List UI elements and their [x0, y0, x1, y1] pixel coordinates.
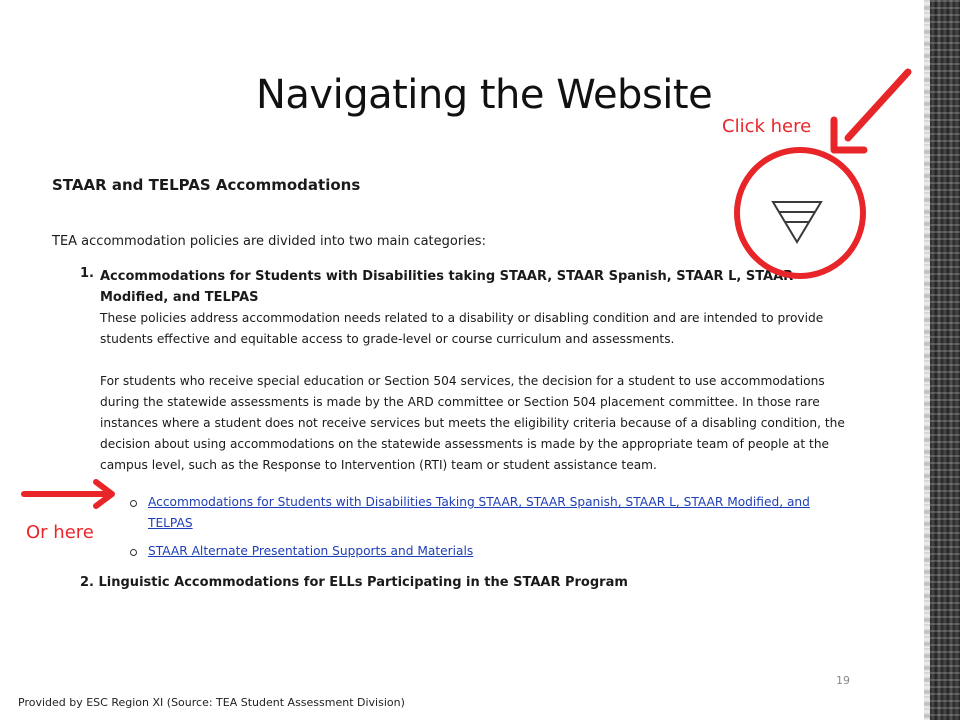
- document-intro: TEA accommodation policies are divided into two main categories:: [52, 234, 486, 249]
- alternate-presentation-link[interactable]: STAAR Alternate Presentation Supports and Materials: [148, 544, 474, 558]
- accommodations-link[interactable]: Accommodations for Students with Disabilities Taking STAAR, STAAR Spanish, STAAR L, STAAR Modified, and TELPAS: [148, 495, 810, 530]
- paragraph-purpose: These policies address accommodation needs related to a disability or disabling condition and are intended to provide students effective and equitable access to grade-level or course curriculum and assessments.: [100, 311, 824, 346]
- document-heading: STAAR and TELPAS Accommodations: [52, 176, 361, 194]
- item-two-partial: 2. Linguistic Accommodations for ELLs Participating in the STAAR Program: [80, 575, 628, 590]
- triangle-down-icon[interactable]: [773, 202, 821, 242]
- footer-credit: Provided by ESC Region XI (Source: TEA Student Assessment Division): [18, 696, 405, 709]
- item-title: Accommodations for Students with Disabilities taking STAAR, STAAR Spanish, STAAR L, STAAR Modified, and TELPAS: [100, 269, 794, 305]
- red-right-arrow-icon: [24, 482, 112, 506]
- click-here-label: Click here: [722, 116, 812, 137]
- slide-title: Navigating the Website: [256, 72, 713, 118]
- item-number: 1.: [80, 266, 94, 281]
- red-diagonal-arrow-icon: [834, 72, 908, 150]
- paragraph-decision: For students who receive special education or Section 504 services, the decision for a student to use accommodations during the statewide assessments is made by the ARD committee or Section 504 placement committee. In those rare instances where a student does not receive services but meets the eligibility criteria because of a disabling condition, the decision about using accommodations on the statewide assessments is made by the appropriate team of people at the campus level, such as the Response to Intervention (RTI) team or student assistance team.: [100, 374, 845, 472]
- or-here-label: Or here: [26, 522, 94, 543]
- slide-number: 19: [836, 674, 850, 687]
